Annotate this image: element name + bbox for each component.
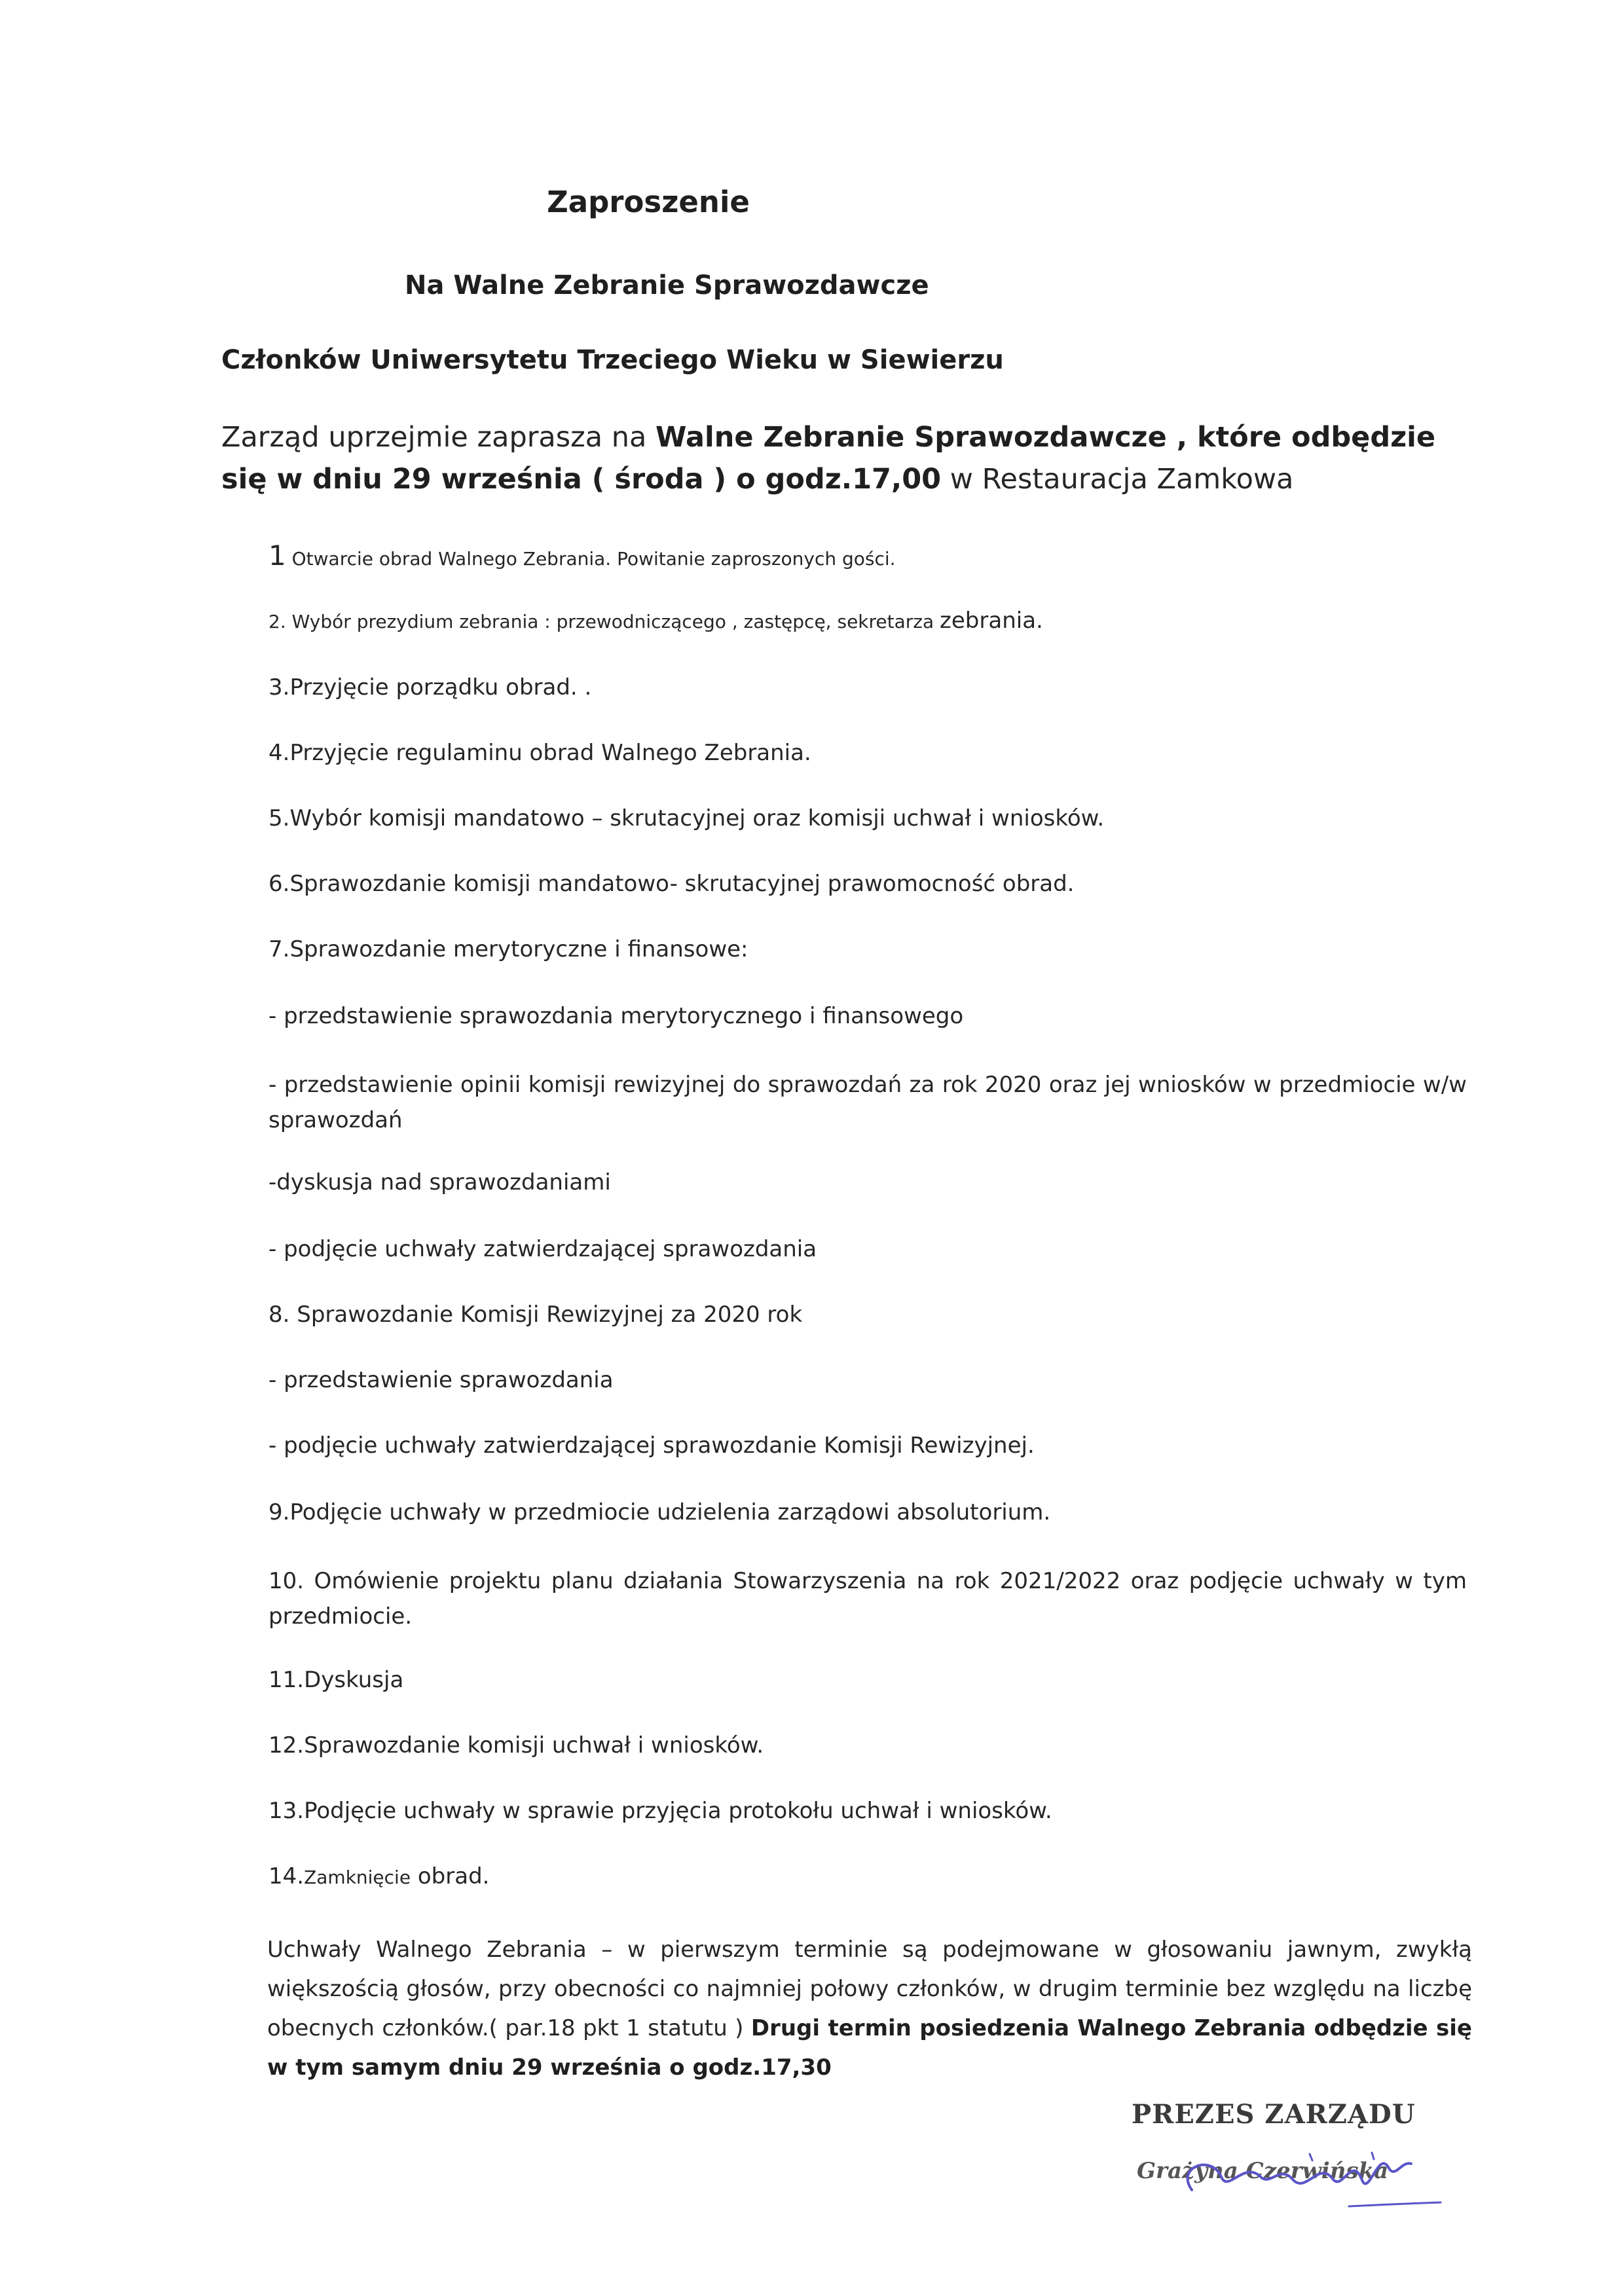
handwritten-signature	[1113, 2115, 1454, 2232]
agenda-number: 14.	[268, 1863, 304, 1889]
agenda-item-8: 8. Sprawozdanie Komisji Rewizyjnej za 2020 rok	[268, 1302, 803, 1328]
agenda-item-2	[268, 608, 1043, 634]
agenda-item-7c: -dyskusja nad sprawozdaniami	[268, 1169, 611, 1195]
document-title: Zaproszenie	[547, 185, 750, 219]
agenda-text: Otwarcie obrad Walnego Zebrania. Powitanie zaproszonych gości.	[286, 548, 896, 570]
agenda-item-10: 10. Omówienie projektu planu działania Stowarzyszenia na rok 2021/2022 oraz podjęcie uchwały w tym przedmiocie.	[268, 1568, 1467, 1630]
agenda-item-7: 7.Sprawozdanie merytoryczne i finansowe:	[268, 936, 748, 962]
intro-text: Zarząd uprzejmie zaprasza na	[221, 421, 656, 454]
agenda-item-7a: - przedstawienie sprawozdania merytorycznego i finansowego	[268, 1003, 964, 1029]
invitation-intro	[221, 416, 1466, 500]
subtitle-meeting: Na Walne Zebranie Sprawozdawcze	[405, 270, 929, 301]
agenda-text: 2. Wybór prezydium zebrania : przewodniczącego , zastępcę, sekretarza	[268, 611, 940, 632]
agenda-item-7d: - podjęcie uchwały zatwierdzającej sprawozdania	[268, 1236, 817, 1262]
agenda-item-7b: - przedstawienie opinii komisji rewizyjnej do sprawozdań za rok 2020 oraz jej wniosków w przedmiocie w/w sprawozdań	[268, 1072, 1467, 1133]
agenda-item-11: 11.Dyskusja	[268, 1667, 404, 1693]
agenda-item-1	[268, 539, 896, 572]
agenda-text-small: Zamknięcie	[304, 1867, 411, 1888]
resolution-note	[267, 1930, 1472, 2087]
agenda-item-9: 9.Podjęcie uchwały w przedmiocie udzielenia zarządowi absolutorium.	[268, 1499, 1051, 1525]
agenda-item-6: 6.Sprawozdanie komisji mandatowo- skrutacyjnej prawomocność obrad.	[268, 871, 1075, 897]
agenda-number: 1	[268, 539, 286, 572]
second-term-notice: Drugi termin posiedzenia Walnego Zebrania odbędzie się w tym samym dniu 29 września o godz.17,30	[267, 2015, 1472, 2081]
agenda-item-5: 5.Wybór komisji mandatowo – skrutacyjnej oraz komisji uchwał i wniosków.	[268, 805, 1105, 831]
agenda-text-tail: obrad.	[411, 1863, 490, 1889]
agenda-item-8a: - przedstawienie sprawozdania	[268, 1367, 614, 1393]
signature-name-stamp: Grażyna Czerwińska	[1137, 2158, 1389, 2184]
intro-venue: w Restauracja Zamkowa	[941, 463, 1294, 496]
intro-bold-text: Walne Zebranie Sprawozdawcze , które odbędzie się w dniu 29 września ( środa ) o godz.17,00	[221, 421, 1436, 496]
agenda-item-8b: - podjęcie uchwały zatwierdzającej sprawozdanie Komisji Rewizyjnej.	[268, 1432, 1035, 1459]
signature-title-stamp: PREZES ZARZĄDU	[1132, 2099, 1416, 2130]
agenda-item-14	[268, 1863, 489, 1889]
agenda-item-3: 3.Przyjęcie porządku obrad. .	[268, 674, 592, 701]
agenda-text-tail: zebrania.	[940, 608, 1043, 634]
subtitle-members: Członków Uniwersytetu Trzeciego Wieku w Siewierzu	[221, 345, 1004, 375]
resolution-note-text: Uchwały Walnego Zebrania – w pierwszym terminie są podejmowane w głosowaniu jawnym, zwykłą większością głosów, przy obecności co najmniej połowy członków, w drugim terminie bez względu na liczbę obecnych członków.( par.18 pkt 1 statutu )	[267, 1937, 1472, 2041]
agenda-item-13: 13.Podjęcie uchwały w sprawie przyjęcia protokołu uchwał i wniosków.	[268, 1798, 1052, 1824]
agenda-item-12: 12.Sprawozdanie komisji uchwał i wniosków.	[268, 1732, 764, 1758]
agenda-item-4: 4.Przyjęcie regulaminu obrad Walnego Zebrania.	[268, 740, 811, 766]
